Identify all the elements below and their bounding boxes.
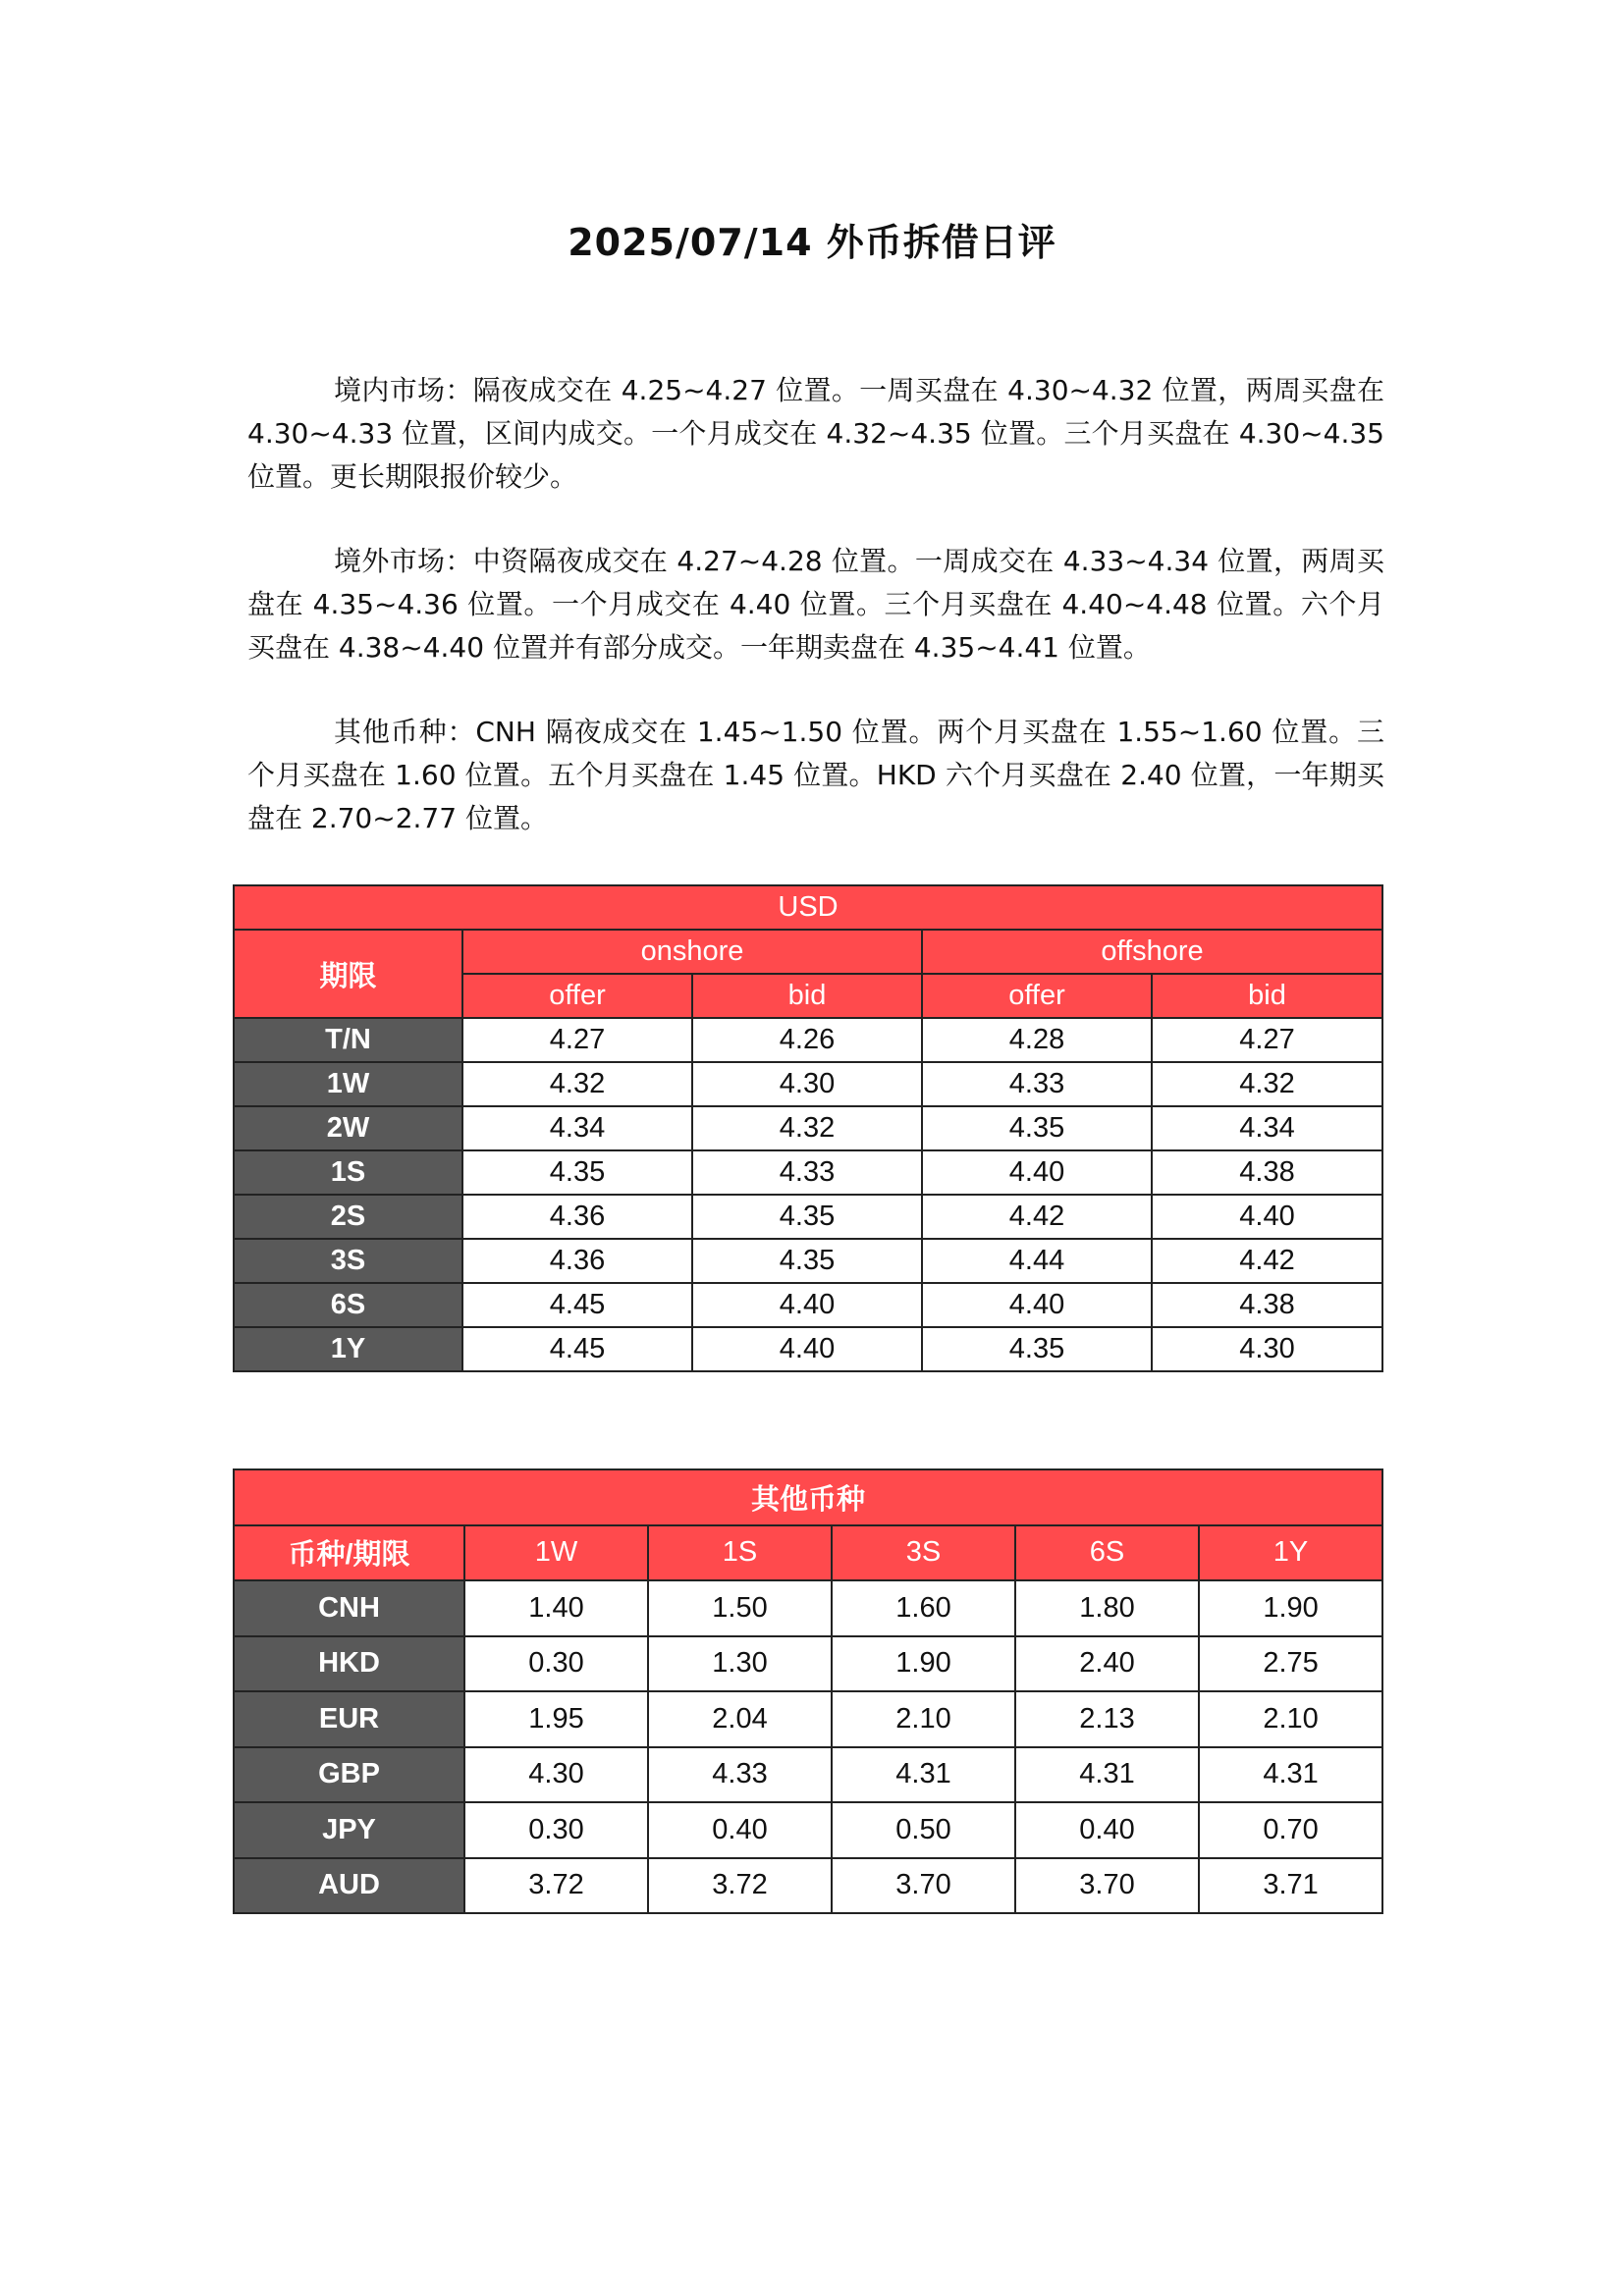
other-table-title: 其他币种 <box>234 1469 1382 1525</box>
currency-term-header: 币种/期限 <box>234 1525 464 1581</box>
rate-cell: 0.30 <box>464 1636 648 1692</box>
rate-cell: 4.27 <box>1152 1018 1382 1062</box>
rate-cell: 4.26 <box>692 1018 922 1062</box>
rate-cell: 2.75 <box>1199 1636 1382 1692</box>
column-header: 1W <box>464 1525 648 1581</box>
currency-label: HKD <box>234 1636 464 1692</box>
rate-cell: 4.30 <box>464 1747 648 1803</box>
rate-cell: 4.40 <box>692 1283 922 1327</box>
rate-cell: 1.40 <box>464 1580 648 1636</box>
rate-cell: 4.31 <box>832 1747 1015 1803</box>
rate-cell: 4.30 <box>1152 1327 1382 1371</box>
rate-cell: 4.36 <box>462 1195 692 1239</box>
rate-cell: 3.72 <box>648 1858 832 1914</box>
table-row <box>234 1150 1382 1195</box>
table-row <box>234 1747 1382 1803</box>
term-header: 期限 <box>234 930 462 1018</box>
other-currencies-table <box>233 1468 1383 1914</box>
rate-cell: 2.04 <box>648 1691 832 1747</box>
rate-cell: 1.95 <box>464 1691 648 1747</box>
rate-cell: 4.35 <box>922 1106 1152 1150</box>
usd-rates-table <box>233 884 1383 1372</box>
rate-cell: 4.32 <box>462 1062 692 1106</box>
column-header: 1Y <box>1199 1525 1382 1581</box>
rate-cell: 3.70 <box>832 1858 1015 1914</box>
table-row <box>234 1195 1382 1239</box>
rate-cell: 3.72 <box>464 1858 648 1914</box>
table-row <box>234 1580 1382 1636</box>
rate-cell: 4.36 <box>462 1239 692 1283</box>
rate-cell: 4.30 <box>692 1062 922 1106</box>
table-row <box>234 1858 1382 1914</box>
currency-label: AUD <box>234 1858 464 1914</box>
rate-cell: 4.31 <box>1015 1747 1199 1803</box>
term-label: 1Y <box>234 1327 462 1371</box>
term-label: 2S <box>234 1195 462 1239</box>
rate-cell: 0.50 <box>832 1802 1015 1858</box>
term-label: 6S <box>234 1283 462 1327</box>
rate-cell: 4.45 <box>462 1327 692 1371</box>
rate-cell: 4.42 <box>1152 1239 1382 1283</box>
rate-cell: 4.32 <box>1152 1062 1382 1106</box>
other-currencies-paragraph: 其他币种：CNH 隔夜成交在 1.45~1.50 位置。两个月买盘在 1.55~1.60 位置。三个月买盘在 1.60 位置。五个月买盘在 1.45 位置。HKD 六个月买盘在 2.40 位置，一年期买盘在 2.70~2.77 位置。 <box>247 716 1384 834</box>
column-header: 1S <box>648 1525 832 1581</box>
rate-cell: 4.28 <box>922 1018 1152 1062</box>
rate-cell: 4.32 <box>692 1106 922 1150</box>
term-label: 1S <box>234 1150 462 1195</box>
rate-cell: 2.13 <box>1015 1691 1199 1747</box>
rate-cell: 0.30 <box>464 1802 648 1858</box>
rate-cell: 4.34 <box>1152 1106 1382 1150</box>
onshore-bid-header: bid <box>692 974 922 1018</box>
rate-cell: 4.38 <box>1152 1150 1382 1195</box>
rate-cell: 1.30 <box>648 1636 832 1692</box>
rate-cell: 4.40 <box>692 1327 922 1371</box>
currency-label: JPY <box>234 1802 464 1858</box>
column-header: 6S <box>1015 1525 1199 1581</box>
rate-cell: 4.33 <box>692 1150 922 1195</box>
onshore-header: onshore <box>462 930 922 974</box>
table-row <box>234 1802 1382 1858</box>
rate-cell: 4.40 <box>922 1283 1152 1327</box>
rate-cell: 4.40 <box>1152 1195 1382 1239</box>
rate-cell: 4.31 <box>1199 1747 1382 1803</box>
table-row <box>234 1691 1382 1747</box>
column-header: 3S <box>832 1525 1015 1581</box>
table-row <box>234 1018 1382 1062</box>
table-row <box>234 1239 1382 1283</box>
term-label: T/N <box>234 1018 462 1062</box>
term-label: 1W <box>234 1062 462 1106</box>
table-row <box>234 1106 1382 1150</box>
rate-cell: 4.35 <box>462 1150 692 1195</box>
onshore-market-paragraph: 境内市场：隔夜成交在 4.25~4.27 位置。一周买盘在 4.30~4.32 位置，两周买盘在 4.30~4.33 位置，区间内成交。一个月成交在 4.32~4.35 位置。三个月买盘在 4.30~4.35 位置。更长期限报价较少。 <box>247 374 1384 493</box>
rate-cell: 1.90 <box>1199 1580 1382 1636</box>
rate-cell: 2.10 <box>1199 1691 1382 1747</box>
rate-cell: 0.40 <box>1015 1802 1199 1858</box>
offshore-market-paragraph: 境外市场：中资隔夜成交在 4.27~4.28 位置。一周成交在 4.33~4.34 位置，两周买盘在 4.35~4.36 位置。一个月成交在 4.40 位置。三个月买盘在 4.40~4.48 位置。六个月买盘在 4.38~4.40 位置并有部分成交。一年期卖盘在 4.35~4.41 位置。 <box>247 545 1384 664</box>
rate-cell: 4.33 <box>648 1747 832 1803</box>
onshore-offer-header: offer <box>462 974 692 1018</box>
table-row <box>234 1062 1382 1106</box>
offshore-offer-header: offer <box>922 974 1152 1018</box>
rate-cell: 3.70 <box>1015 1858 1199 1914</box>
currency-label: CNH <box>234 1580 464 1636</box>
rate-cell: 4.35 <box>692 1195 922 1239</box>
term-label: 2W <box>234 1106 462 1150</box>
rate-cell: 3.71 <box>1199 1858 1382 1914</box>
rate-cell: 4.35 <box>692 1239 922 1283</box>
table-row <box>234 1283 1382 1327</box>
rate-cell: 0.70 <box>1199 1802 1382 1858</box>
rate-cell: 1.90 <box>832 1636 1015 1692</box>
rate-cell: 1.60 <box>832 1580 1015 1636</box>
table-row <box>234 1636 1382 1692</box>
offshore-bid-header: bid <box>1152 974 1382 1018</box>
rate-cell: 4.44 <box>922 1239 1152 1283</box>
term-label: 3S <box>234 1239 462 1283</box>
rate-cell: 4.27 <box>462 1018 692 1062</box>
rate-cell: 4.45 <box>462 1283 692 1327</box>
rate-cell: 4.42 <box>922 1195 1152 1239</box>
currency-label: EUR <box>234 1691 464 1747</box>
rate-cell: 0.40 <box>648 1802 832 1858</box>
offshore-header: offshore <box>922 930 1382 974</box>
currency-label: GBP <box>234 1747 464 1803</box>
rate-cell: 4.35 <box>922 1327 1152 1371</box>
rate-cell: 4.38 <box>1152 1283 1382 1327</box>
usd-table-title: USD <box>234 885 1382 930</box>
rate-cell: 1.80 <box>1015 1580 1199 1636</box>
table-row <box>234 1327 1382 1371</box>
rate-cell: 2.10 <box>832 1691 1015 1747</box>
page-title: 2025/07/14 外币拆借日评 <box>568 221 1056 264</box>
rate-cell: 4.40 <box>922 1150 1152 1195</box>
rate-cell: 4.33 <box>922 1062 1152 1106</box>
rate-cell: 4.34 <box>462 1106 692 1150</box>
rate-cell: 1.50 <box>648 1580 832 1636</box>
rate-cell: 2.40 <box>1015 1636 1199 1692</box>
